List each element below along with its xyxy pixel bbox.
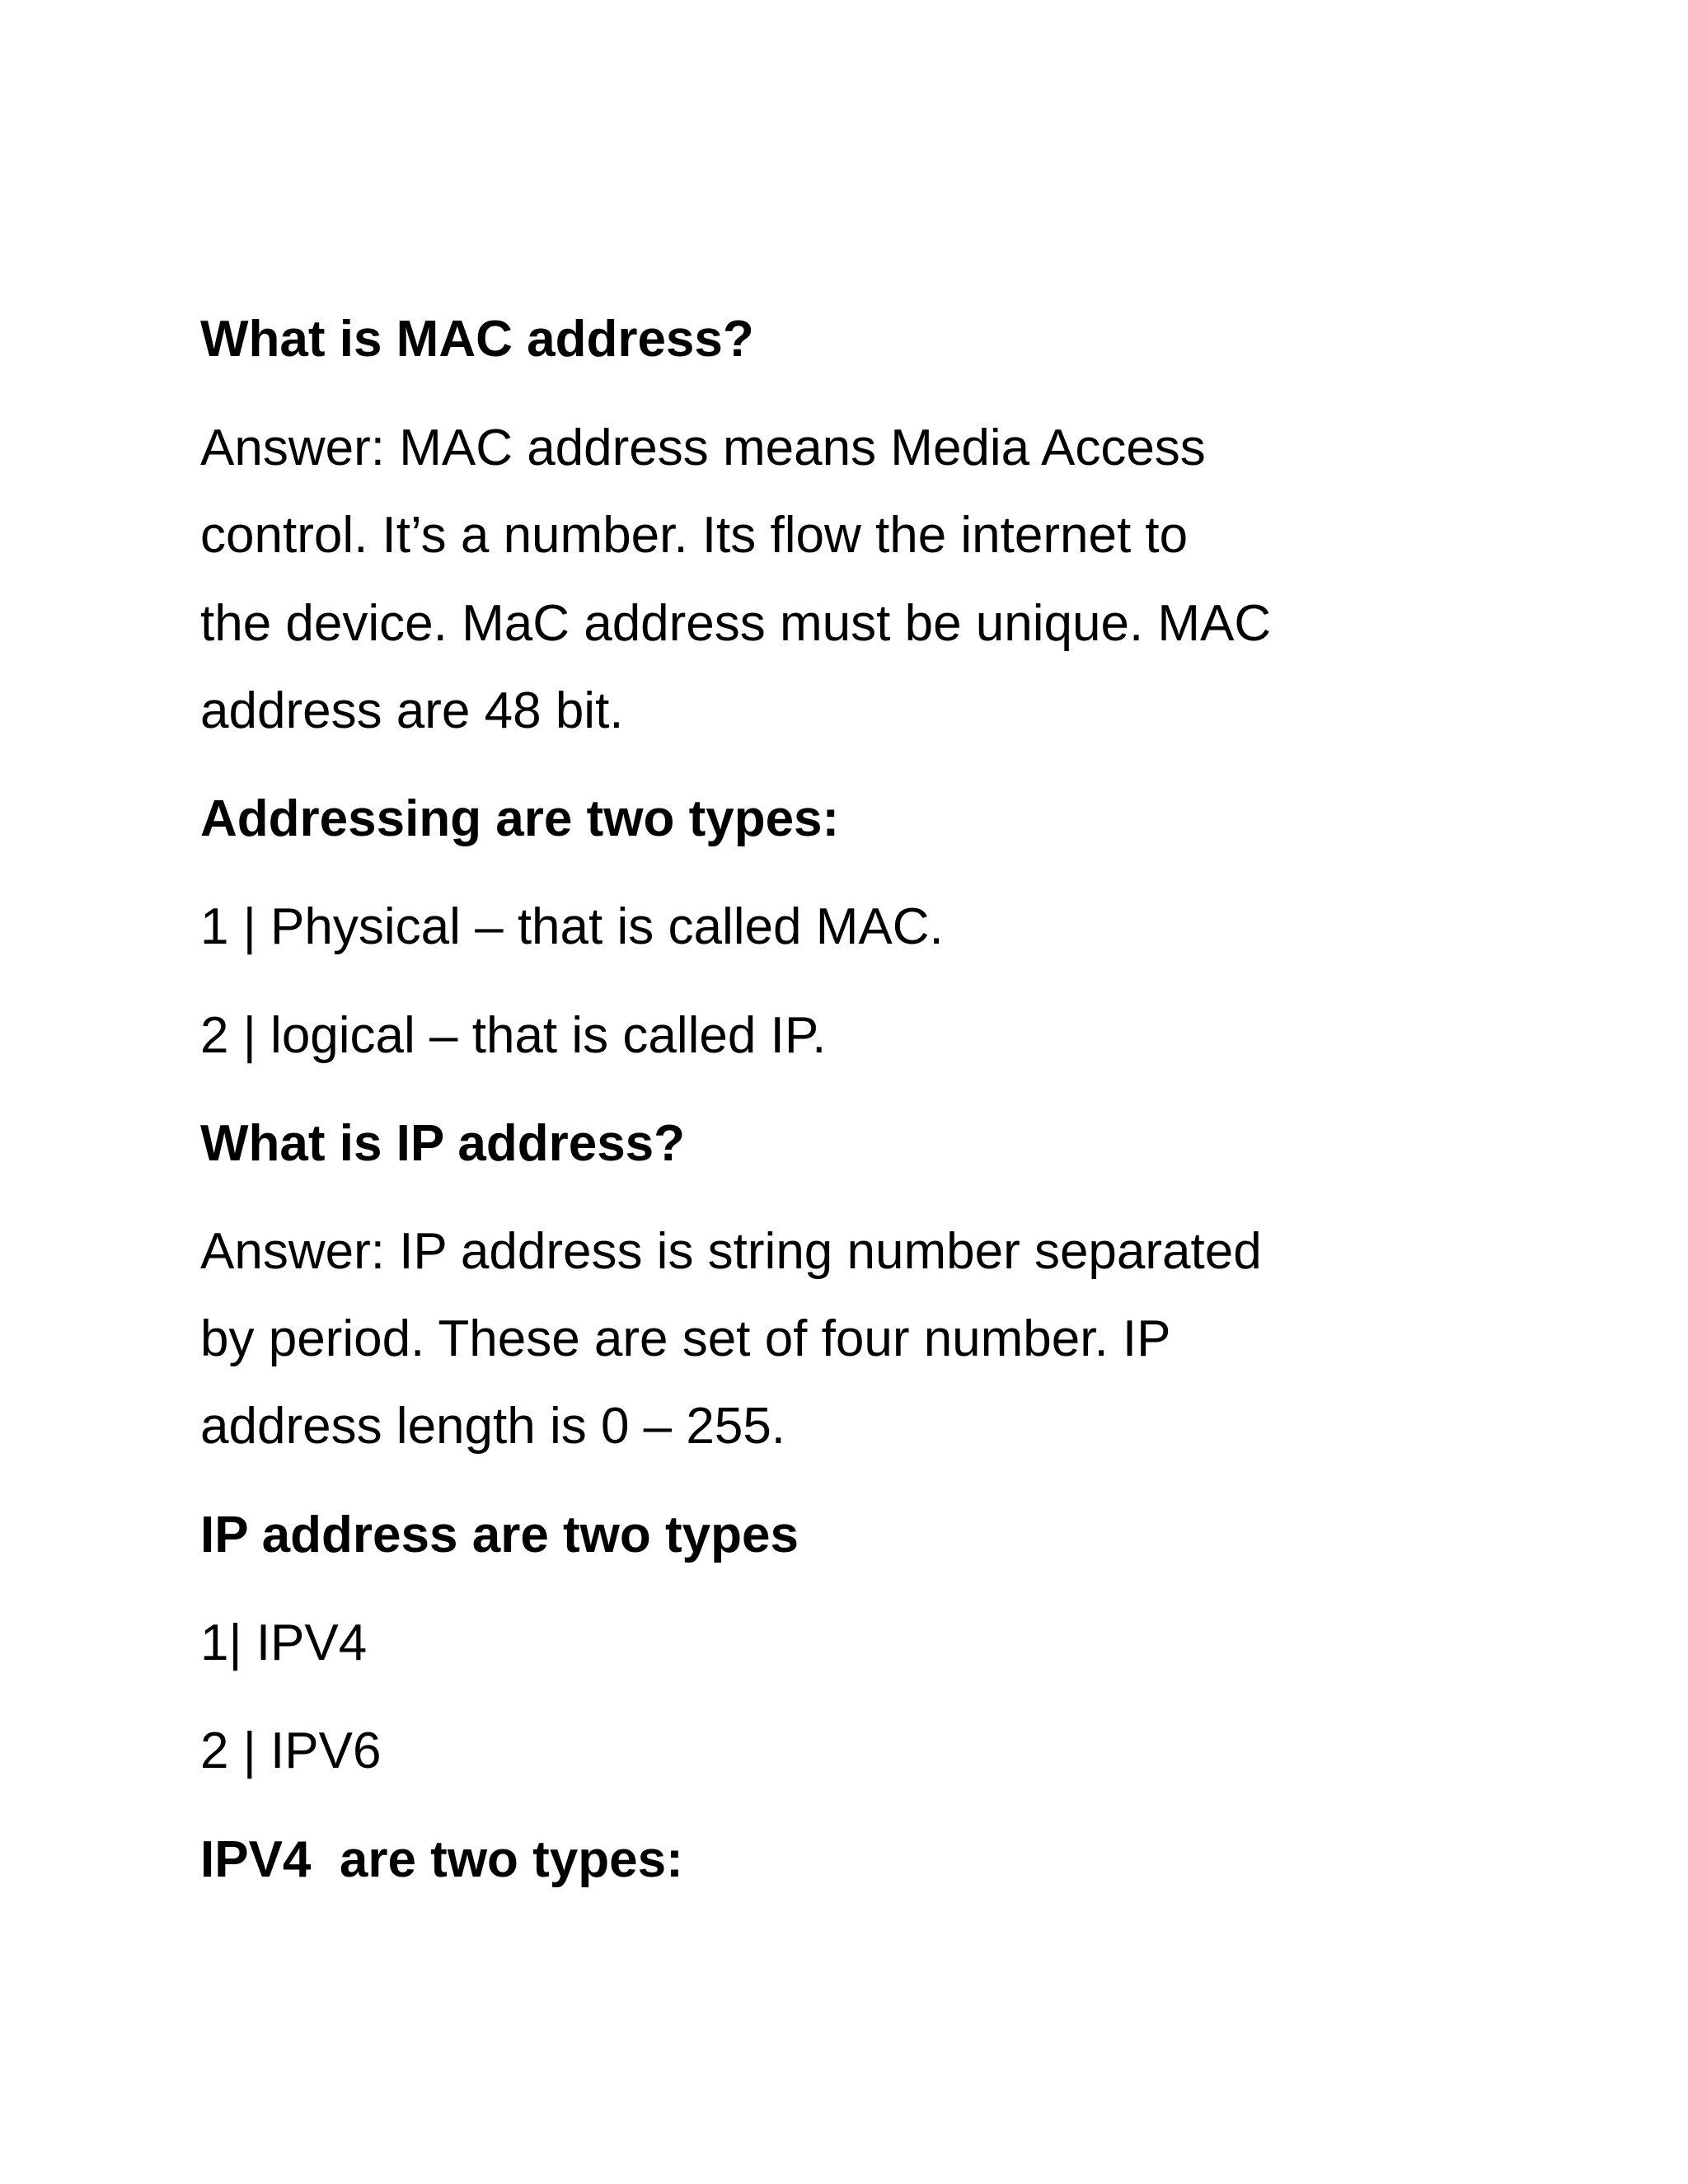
heading-what-is-mac: What is MAC address? (200, 311, 754, 368)
ip-answer-line: Answer: IP address is string number separated (200, 1223, 1262, 1280)
addressing-list-item: 2 | logical – that is called IP. (200, 1007, 827, 1064)
heading-addressing-types: Addressing are two types: (200, 790, 840, 847)
ip-answer-line: by period. These are set of four number. IP (200, 1310, 1171, 1367)
ip-answer-line: address length is 0 – 255. (200, 1398, 786, 1455)
mac-answer-line: Answer: MAC address means Media Access (200, 419, 1206, 476)
heading-ip-address-types: IP address are two types (200, 1507, 799, 1563)
addressing-list-item: 1 | Physical – that is called MAC. (200, 898, 944, 955)
mac-answer-line: address are 48 bit. (200, 682, 624, 739)
ip-type-list-item: 2 | IPV6 (200, 1722, 382, 1779)
mac-answer-line: the device. MaC address must be unique. MAC (200, 595, 1272, 652)
heading-ipv4-types: IPV4 are two types: (200, 1831, 683, 1888)
mac-answer-line: control. It’s a number. Its flow the internet to (200, 507, 1189, 564)
ip-type-list-item: 1| IPV4 (200, 1615, 368, 1671)
heading-what-is-ip: What is IP address? (200, 1115, 686, 1172)
